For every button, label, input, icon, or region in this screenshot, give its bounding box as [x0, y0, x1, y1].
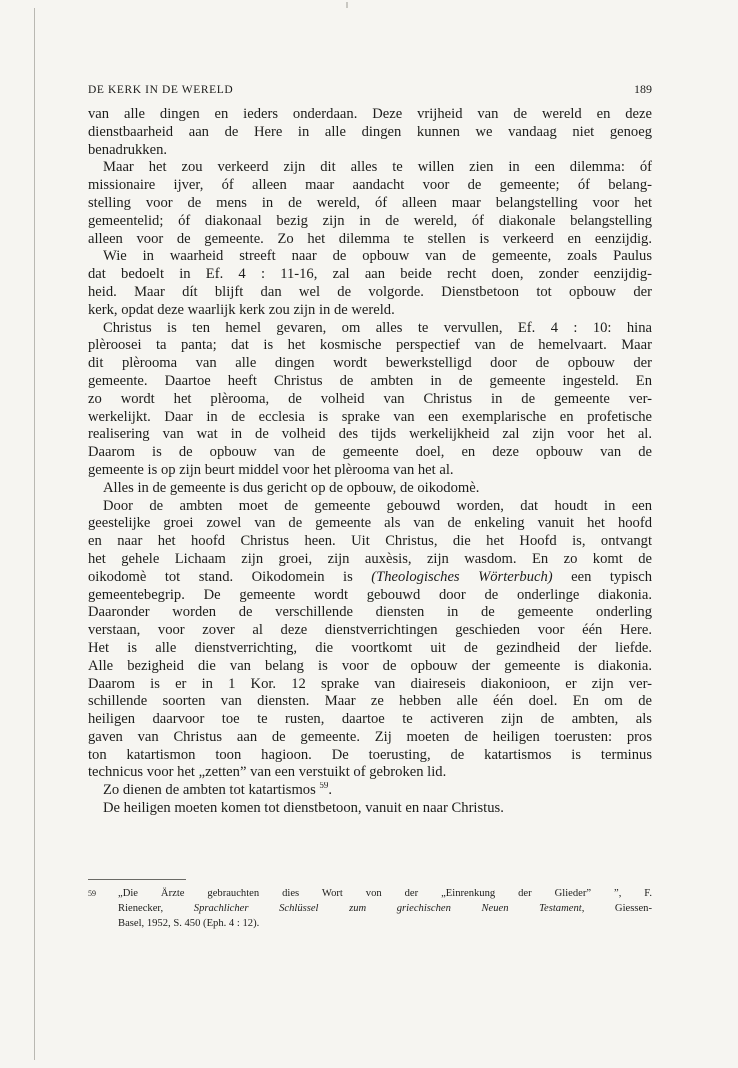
- page-number: 189: [634, 82, 652, 96]
- text-line: Het is alle dienstverrichting, die voortkomt uit de gezindheid der liefde.: [88, 639, 652, 656]
- footnote-line: [88, 901, 652, 916]
- text-line: Daaronder worden de verschillende diensten in de gemeente onderling: [88, 604, 652, 621]
- text-line: missionaire ijver, óf alleen maar aandacht voor de gemeente; óf belang-: [88, 177, 652, 194]
- footnote-author: Rienecker,: [118, 903, 194, 914]
- text-fragment: Zo dienen de ambten tot katartismos: [103, 782, 320, 799]
- scan-edge-line: [34, 8, 35, 1060]
- text-fragment: oikodomè tot stand. Oikodomein is: [88, 568, 372, 585]
- text-fragment: een typisch: [552, 568, 652, 585]
- text-line: verstaan, voor zover al deze dienstverrichtingen geschieden voor één Here.: [88, 622, 652, 639]
- text-line: schillende soorten van diensten. Maar ze hebben alle één doel. En om de: [88, 693, 652, 710]
- footnote-text: „Die Ärzte gebrauchten dies Wort von der „Einrenkung der Glieder” ”, F.: [118, 888, 652, 899]
- text-line: Door de ambten moet de gemeente gebouwd worden, dat houdt in een: [103, 497, 652, 514]
- text-line: Maar het zou verkeerd zijn dit alles te willen zien in een dilemma: óf: [103, 159, 652, 176]
- text-line-with-footnote-ref: [88, 782, 652, 800]
- text-line: gemeente is op zijn beurt middel voor het plèrooma van het al.: [88, 461, 454, 478]
- running-header: [88, 82, 652, 97]
- text-line: het gehele Lichaam zijn groei, zijn auxèsis, zijn wasdom. En zo komt de: [88, 550, 652, 567]
- footnote: [88, 886, 652, 931]
- text-line: geestelijke groei zowel van de gemeente als van de enkeling vanuit het hoofd: [88, 515, 652, 532]
- footnote-text: Giessen-: [584, 903, 652, 914]
- footnote-line: Basel, 1952, S. 450 (Eph. 4 : 12).: [118, 918, 260, 929]
- text-line: kerk, opdat deze waarlijk kerk zou zijn in de wereld.: [88, 301, 395, 318]
- text-line: dienstbaarheid aan de Here in alle dingen kunnen we vandaag niet genoeg: [88, 123, 652, 140]
- text-line: alleen voor de gemeente. Zo het dilemma te stellen is verkeerd en eenzijdig.: [88, 230, 652, 247]
- text-line: ton katartismon toon hagioon. De toerusting, de katartismos is terminus: [88, 746, 652, 763]
- scan-mark: [346, 2, 348, 8]
- text-line: dit plèrooma van alle dingen wordt bewerkstelligd door de opbouw der: [88, 355, 652, 372]
- text-line: Wie in waarheid streeft naar de opbouw van de gemeente, zoals Paulus: [103, 248, 652, 265]
- text-line: heiligen daarvoor toe te rusten, daartoe te activeren zijn de ambten, als: [88, 711, 652, 728]
- text-line: werkelijkt. Daar in de ecclesia is sprake van een exemplarische en profetische: [88, 408, 652, 425]
- text-line: Alles in de gemeente is dus gericht op de opbouw, de oikodomè.: [103, 479, 480, 496]
- footnote-book-title: Sprachlicher Schlüssel zum griechischen Neuen Testament,: [193, 903, 585, 914]
- text-line: gemeentebegrip. De gemeente wordt gebouwd door de onderlinge diakonia.: [88, 586, 652, 603]
- footnote-number: 59: [88, 889, 96, 898]
- footnote-line: [88, 886, 652, 901]
- text-line: De heiligen moeten komen tot dienstbetoon, vanuit en naar Christus.: [103, 800, 504, 817]
- text-line: Christus is ten hemel gevaren, om alles te vervullen, Ef. 4 : 10: hina: [103, 319, 652, 336]
- text-line: heid. Maar dít blijft dan wel de volgorde. Dienstbetoon tot opbouw der: [88, 283, 652, 300]
- text-line: realisering van wat in de volheid des tijds werkelijkheid zal zijn voor het al.: [88, 426, 652, 443]
- text-line: van alle dingen en ieders onderdaan. Deze vrijheid van de wereld en deze: [88, 106, 652, 122]
- text-line: zo wordt het plèrooma, de volheid van Christus in de gemeente ver-: [88, 390, 652, 407]
- text-line: stelling voor de mens in de wereld, óf alleen maar belangstelling voor het: [88, 194, 652, 211]
- text-line: benadrukken.: [88, 141, 168, 158]
- text-line: en naar het hoofd Christus heen. Uit Christus, die het Hoofd is, ontvangt: [88, 533, 652, 550]
- text-line: plèroosei ta panta; dat is het kosmische perspectief van de hemelvaart. Maar: [88, 337, 652, 354]
- text-line: dat bedoelt in Ef. 4 : 11-16, zal aan beide recht doen, zonder eenzijdig-: [88, 266, 652, 283]
- text-line: gemeente. Daartoe heeft Christus de ambten in de gemeente ingesteld. En: [88, 372, 652, 389]
- text-line: Daarom is er in 1 Kor. 12 sprake van diaireseis diakonioon, er zijn ver-: [88, 675, 652, 692]
- text-line: technicus voor het „zetten” van een verstuikt of gebroken lid.: [88, 764, 447, 781]
- italic-reference: (Theologisches Wörterbuch): [371, 568, 553, 585]
- text-line: Daarom is de opbouw van de gemeente doel, en deze opbouw van de: [88, 444, 652, 461]
- footnote-divider: [88, 879, 186, 880]
- text-line: Alle bezigheid die van belang is voor de opbouw der gemeente is diakonia.: [88, 657, 652, 674]
- text-line-with-citation: [88, 569, 652, 587]
- text-line: gaven van Christus aan de gemeente. Zij moeten de heiligen toerusten: pros: [88, 728, 652, 745]
- text-line: gemeentelid; óf diakonaal bezig zijn in de wereld, óf diakonale belangstelling: [88, 212, 652, 229]
- running-title: DE KERK IN DE WERELD: [88, 84, 234, 96]
- body-text: [88, 106, 652, 818]
- footnote-reference: 59: [319, 782, 329, 791]
- text-fragment: .: [328, 782, 333, 799]
